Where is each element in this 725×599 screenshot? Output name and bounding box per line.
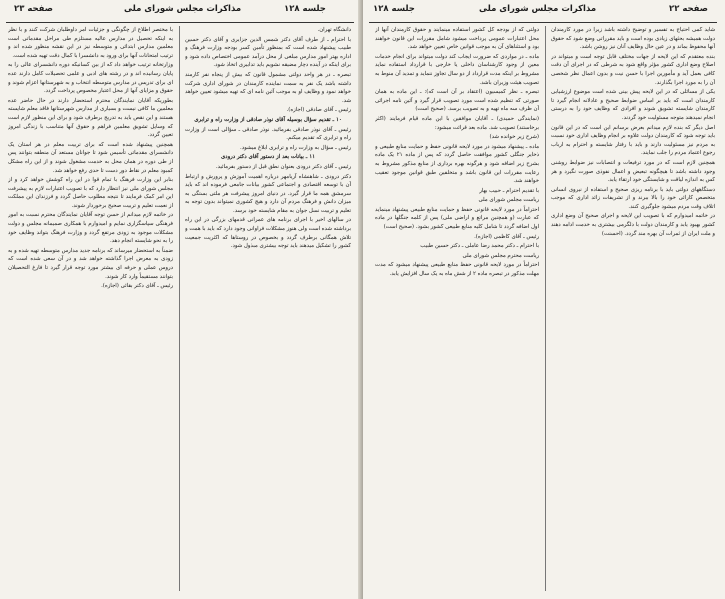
paragraph: دولتی که از بودجه کل کشور استفاده مینمایند و حقوق کارمندان آنها از محل اعتبارات عمومی پرداخت میشود شامل مقررات این قانون خواهند بود و استثناهای آن به موجب قوانین خاص تعیین خواهد شد. bbox=[375, 27, 539, 51]
paragraph: بطوریکه آقایان نمایندگان محترم استحضار دارند در حال حاضر عده معلمین ما کافی نیست و بسیاری از مدارس شهرستانها فاقد معلم شایسته هستند و این نقص باید به تدریج برطرف شود و برای این منظور لازم است که وسایل تشویق معلمین فراهم و حقوق آنها متناسب با زندگی امروز تعیین گردد. bbox=[8, 97, 173, 139]
right-page-session: جلسه ۱۲۸ bbox=[373, 4, 415, 14]
left-page-number: صفحه ۲۳ bbox=[14, 4, 53, 14]
paragraph: تبصره ـ در هر واحد دولتی مشمول قانون که بیش از پنجاه نفر کارمند داشته باشد یک نفر به سمت نماینده کارمندان در شورای اداری شرکت خواهد نمود و وظایف او به موجب آئین نامه ای که تهیه میشود تعیین خواهد شد. bbox=[185, 71, 351, 104]
paragraph: در سالهای اخیر با اجرای برنامه های عمرانی قدمهای بزرگی در این راه برداشته شده است ولی هنوز مشکلات فراوانی وجود دارد که باید با همت و تلاش همگانی برطرف گردد و بخصوص در روستاها که اکثریت جمعیت کشور را تشکیل میدهند باید توجه بیشتری مبذول شود. bbox=[185, 217, 351, 250]
paragraph: رئیس ـ آقای صادقی (اجازه). bbox=[286, 107, 351, 114]
paragraph: ریاست محترم مجلس شورای ملی bbox=[462, 252, 539, 259]
paragraph: بنابر این وزارت فرهنگ با تمام قوا در این راه کوشش خواهد کرد و از مجلس شورای ملی نیز انتظار دارد که با تصویب اعتبارات لازم به پیشرفت این امر کمک فرمایند تا نتیجه مطلوب حاصل گردد و فرزندان این مملکت از نعمت تعلیم و تربیت صحیح برخوردار شوند. bbox=[8, 177, 173, 209]
paragraph: رئیس ـ سؤال به وزارت راه و ترابری ابلاغ میشود. bbox=[240, 144, 351, 151]
paragraph: ریاست مجلس شورای ملی bbox=[478, 197, 539, 204]
paragraph: رئیس ـ آقای نوذر صادقی بفرمائید. نوذر صادقی ـ سؤالی است از وزارت راه و ترابری که تقدیم میکنم. bbox=[185, 126, 351, 142]
right-page-title: مذاکرات مجلس شورای ملی bbox=[479, 4, 597, 14]
paragraph: همچنین پیشنهاد شده است که برای تربیت معلم در هر استان یک دانشسرای مقدماتی تأسیس شود تا جوانان مستعد آن منطقه بتوانند پس از طی دوره در همان محل به خدمت مشغول شوند و از این راه مشکل کمبود معلم در نقاط دور دست تا حدی رفع خواهد شد. bbox=[8, 141, 173, 174]
paragraph: با احترام ـ دکتر محمد رضا عاملی ـ دکتر حسین طبیب bbox=[420, 243, 539, 250]
paragraph: شاید کمی احتیاج به تفسیر و توضیح داشته باشد زیرا در مورد کارمندان دولت همیشه بحثهای زیادی بوده است و باید مقرراتی وضع شود که حقوق آنها محفوظ بماند و در عین حال وظایف آنان نیز روشن باشد. bbox=[551, 27, 715, 51]
left-page-session: جلسه ۱۲۸ bbox=[284, 4, 326, 14]
section-heading: ۱۱ ـ بیانات بعد از دستور آقای دکتر درودی bbox=[220, 154, 316, 161]
left-page-header bbox=[6, 4, 356, 22]
paragraph: تبصره ـ نظر کمیسیون (اعتقاد بر آن است که): ـ این ماده به همان صورتی که تنظیم شده است مورد تصویب قرار گیرد و آئین نامه اجرائی آن ظرف سه ماه تهیه و به تصویب برسد. (صحیح است) bbox=[375, 89, 539, 113]
paragraph: در خاتمه لازم میدانم از حسن توجه آقایان نمایندگان محترم نسبت به امور فرهنگی سپاسگزاری نمایم و امیدوارم با همکاری صمیمانه مجلس و دولت مشکلات موجود به زودی مرتفع گردد و وزارت فرهنگ بتواند وظایف خود را به نحو شایسته انجام دهد. bbox=[8, 212, 173, 245]
left-page bbox=[0, 0, 362, 599]
paragraph: (نمایندگی حمیدی) ـ آقایان موافقین با این ماده قیام فرمایند (اکثر برخاستند) تصویب شد. ماده بعد قرائت میشود: bbox=[375, 115, 539, 131]
right-page-column-right bbox=[551, 26, 715, 593]
paragraph: احتراماً در مورد لایحه قانونی حفظ و حمایت منابع طبیعی پیشنهاد مینماید که عبارت (و همچنین مراتع و اراضی ملی) پس از کلمه جنگلها در ماده اول اضافه گردد تا شامل کلیه منابع طبیعی کشور بشود. (صحیح است) bbox=[375, 206, 539, 231]
right-page-header bbox=[369, 4, 719, 22]
paragraph: رئیس ـ آقای دکتر بقائی (اجازه). bbox=[101, 283, 173, 290]
paragraph: وزارتخانه ترتیب خواهد داد که از بین کسانیکه دوره دانشسرای عالی را به پایان رسانیده اند و در رشته های ادبی و علمی تحصیلات کامل دارند عده ای برای تدریس در مدارس متوسطه انتخاب و به شهرستانها اعزام شوند و حقوق و مزایای آنها از محل اعتبار مخصوص پرداخت گردد. bbox=[8, 62, 173, 95]
paragraph: رئیس ـ آقای کاظمی (اجازه). bbox=[474, 233, 539, 240]
left-page-column-right bbox=[185, 26, 351, 593]
paragraph: با احترام ـ از طرف آقای دکتر شمس الدین جزایری و آقای دکتر حسین طبیب پیشنهاد شده است که بمنظور تأمین کسر بودجه وزارت فرهنگ و اداره بهتر امور مدارس مبلغی از محل درآمد عمومی اختصاص داده شود و برای اینکه در آینده دچار مضیقه نشویم باید تدابیری اتخاذ شود. bbox=[185, 36, 351, 69]
right-page-column-left bbox=[375, 26, 539, 593]
paragraph: با مختصر اطلاع از چگونگی و جزئیات امر داوطلبان شرکت کنند و با نظر به اینکه تحصیل در مدارس عالیه مستلزم طی مراحل مقدماتی است معلمین مدارس ابتدائی و متوسطه نیز در این نقشه منظور شده اند و ترتیب امتحانات آنها برای ورود به دانشسرا با کمال دقت تهیه شده است. bbox=[8, 27, 173, 59]
left-header-rule bbox=[6, 22, 354, 23]
paragraph: در خاتمه امیدوارم که با تصویب این لایحه و اجرای صحیح آن وضع اداری کشور بهبود یابد و کارمندان دولت با دلگرمی بیشتری به خدمت ادامه دهند و ملت ایران از ثمرات آن بهره مند گردد. (احسنت) bbox=[551, 213, 715, 237]
section-heading: ۱۰ ـ تقدیم سؤال بوسیله آقای نوذر صادقی از وزارت راه و ترابری bbox=[194, 116, 342, 123]
paragraph: ماده ـ پیشنهاد میشود در مورد لایحه قانونی حفظ و حمایت منابع طبیعی و ذخایر جنگلی کشور موافقت حاصل گردد که پس از ماده ۲۱ یک ماده بشرح زیر اضافه شود و هرگونه بهره برداری از منابع مذکور مشروط به رعایت مقررات این قانون باشد و متخلفین طبق قوانین موجود تعقیب خواهند شد. bbox=[375, 143, 539, 185]
left-page-column-left bbox=[8, 26, 173, 593]
paragraph: با تقدیم احترام ـ حبیب بهار bbox=[479, 187, 539, 194]
right-page bbox=[363, 0, 725, 599]
paragraph: دستگاههای دولتی باید با برنامه ریزی صحیح و استفاده از نیروی انسانی متخصص کارائی خود را بالا ببرند و از تشریفات زائد اداری که موجب اتلاف وقت مردم میشود جلوگیری کنند. bbox=[551, 186, 715, 210]
paragraph: دکتر درودی ـ شاهنشاه آریامهر درباره اهمیت آموزش و پرورش و ارتباط آن با توسعه اقتصادی و اجتماعی کشور بیانات جامعی فرموده اند که باید سرمشق همه ما قرار گیرد. در دنیای امروز پیشرفت هر ملتی بستگی به میزان دانش و فرهنگ مردم آن دارد و هیچ کشوری نمیتواند بدون توجه به تعلیم و تربیت نسل جوان به مقام شایسته خود برسد. bbox=[185, 173, 351, 214]
right-column-divider bbox=[545, 26, 546, 591]
left-column-divider bbox=[179, 26, 180, 591]
paragraph: اصل دیگر که بنده لازم میدانم بعرض برسانم این است که در این قانون باید توجه شود که کارمندان دولت علاوه بر انجام وظایف اداری خود نسبت به مردم نیز مسئولیت دارند و باید با رفتار شایسته و احترام به ارباب رجوع اعتماد مردم را جلب نمایند. bbox=[551, 124, 715, 157]
paragraph: یکی از مسائلی که در این لایحه پیش بینی شده است موضوع ارزشیابی کارمندان است که باید بر اساس ضوابط صحیح و عادلانه انجام گیرد تا کارمندان شایسته تشویق شوند و افرادی که وظایف خود را به درستی انجام نمیدهند متوجه مسئولیت خود گردند. bbox=[551, 89, 715, 121]
right-header-rule bbox=[369, 22, 717, 23]
paragraph: بنده معتقدم که این لایحه از جهات مختلف قابل توجه است و میتواند در اصلاح وضع اداری کشور مؤثر واقع شود به شرطی که در اجرای آن دقت کافی بعمل آید و مأمورین اجرا با حسن نیت و بدون اعمال نظر شخصی آن را به مورد اجرا بگذارند. bbox=[551, 53, 715, 86]
paragraph: (شرح زیر خوانده شد) bbox=[489, 134, 539, 141]
right-page-number: صفحه ۲۲ bbox=[669, 4, 708, 14]
paragraph: همچنین لازم است که در مورد ترفیعات و انتصابات نیز ضوابط روشنی وجود داشته باشد تا هیچگونه تبعیض و اعمال نفوذی صورت نگیرد و هر کس به اندازه لیاقت و شایستگی خود ارتقاء یابد. bbox=[551, 159, 715, 184]
paragraph: دانشگاه تهران. bbox=[317, 27, 351, 33]
paragraph: ماده ـ در مواردی که ضرورت ایجاب کند دولت میتواند برای انجام خدمات معین از وجود کارشناسان داخلی یا خارجی با قرارداد استفاده نماید مشروط بر اینکه مدت قرارداد از دو سال تجاوز ننماید و تمدید آن منوط به تصویب هیئت وزیران باشد. bbox=[375, 53, 539, 86]
paragraph: رئیس ـ آقای دکتر درودی بعنوان نطق قبل از دستور بفرمائید. bbox=[215, 163, 351, 170]
paragraph: ضمناً به استحضار میرساند که برنامه جدید مدارس متوسطه تهیه شده و به زودی به معرض اجرا گذاشته خواهد شد و در آن سعی شده است که دروس عملی و حرفه ای بیشتر مورد توجه قرار گیرد تا فارغ التحصیلان بتوانند مستقیماً وارد کار شوند. bbox=[8, 247, 173, 280]
paragraph: احتراماً در مورد لایحه قانونی حفظ منابع طبیعی پیشنهاد میشود که مدت مهلت مذکور در تبصره ماده ۲ از شش ماه به یک سال افزایش یابد. bbox=[375, 262, 539, 278]
left-page-title: مذاکرات مجلس شورای ملی bbox=[124, 4, 242, 14]
